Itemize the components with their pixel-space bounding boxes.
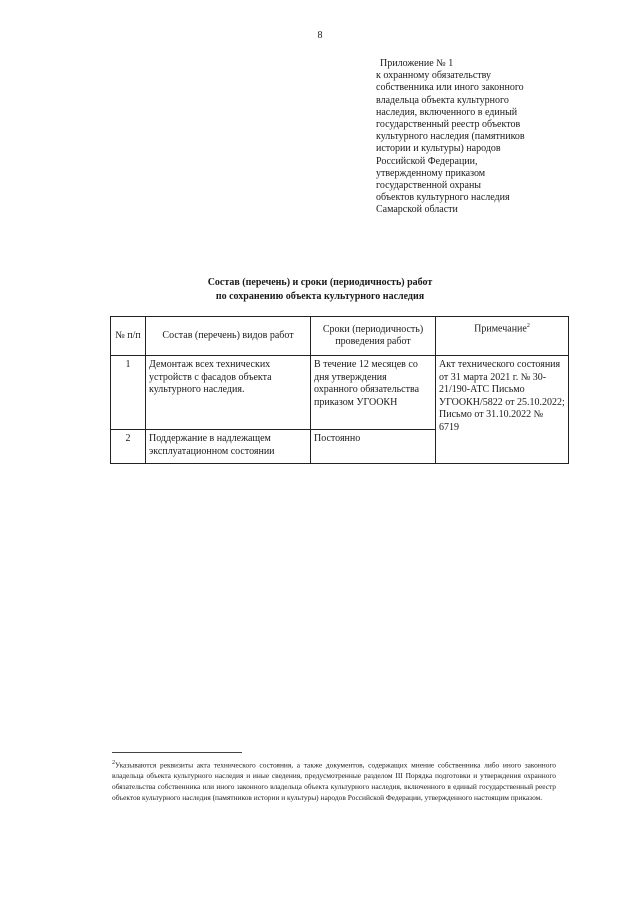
- appendix-line: владельца объекта культурного: [376, 94, 509, 106]
- footnote-text: Указываются реквизиты акта технического состояния, а также документов, содержащих мнение собственника либо иного законного владельца объекта культурного наследия и иные сведения, предусмотренные разделом III Порядка подготовки и утверждения охранного обязательства собственника или иного законного владельца объекта культурного наследия, включенного в единый государственный реестр объектов культурного наследия (памятников истории и культуры) народов Российской Федерации, утвержденного настоящим приказом.: [112, 760, 556, 803]
- header-note: [436, 317, 569, 356]
- header-terms: Сроки (периодичность) проведения работ: [311, 317, 436, 356]
- header-note-label: Примечание: [474, 323, 527, 335]
- table-header-row: [111, 317, 569, 356]
- page-number: 8: [317, 30, 323, 41]
- table-row: [111, 356, 569, 430]
- appendix-line: к охранному обязательству: [376, 70, 492, 82]
- footnote-mark: 2: [112, 760, 115, 766]
- title-line-1: Состав (перечень) и сроки (периодичность) работ: [207, 277, 433, 288]
- row-terms: В течение 12 месяцев со дня утверждения охранного обязательства приказом УГООКН: [311, 356, 436, 430]
- appendix-line: собственника или иного законного: [376, 82, 524, 94]
- appendix-line: Самарской области: [376, 204, 458, 216]
- works-table: [110, 316, 569, 464]
- row-num: 1: [111, 356, 146, 430]
- footnote-ref: 2: [526, 323, 530, 329]
- row-terms: Постоянно: [311, 430, 436, 464]
- appendix-line: наследия, включенного в единый: [376, 106, 518, 118]
- appendix-block: [376, 58, 606, 217]
- row-works: Поддержание в надлежащем эксплуатационном состоянии: [146, 430, 311, 464]
- row-works: Демонтаж всех технических устройств с фасадов объекта культурного наследия.: [146, 356, 311, 430]
- footnote-divider: [112, 752, 242, 753]
- appendix-line: объектов культурного наследия: [376, 192, 510, 204]
- header-works: Состав (перечень) видов работ: [146, 317, 311, 356]
- document-title: [0, 276, 640, 304]
- appendix-line: государственной охраны: [376, 180, 482, 192]
- appendix-line: Российской Федерации,: [376, 155, 478, 167]
- note-cell: Акт технического состояния от 31 марта 2021 г. № 30-21/190-АТС Письмо УГООКН/5822 от 25.10.2022; Письмо от 31.10.2022 № 6719: [436, 356, 569, 464]
- appendix-line: культурного наследия (памятников: [376, 131, 525, 143]
- header-num: № п/п: [111, 317, 146, 356]
- appendix-line: утвержденному приказом: [376, 167, 486, 179]
- footnote: [112, 758, 556, 803]
- appendix-heading: Приложение № 1: [380, 58, 454, 69]
- appendix-line: истории и культуры) народов: [376, 143, 501, 155]
- title-line-2: по сохранению объекта культурного наследия: [215, 291, 425, 302]
- row-num: 2: [111, 430, 146, 464]
- appendix-line: государственный реестр объектов: [376, 119, 521, 131]
